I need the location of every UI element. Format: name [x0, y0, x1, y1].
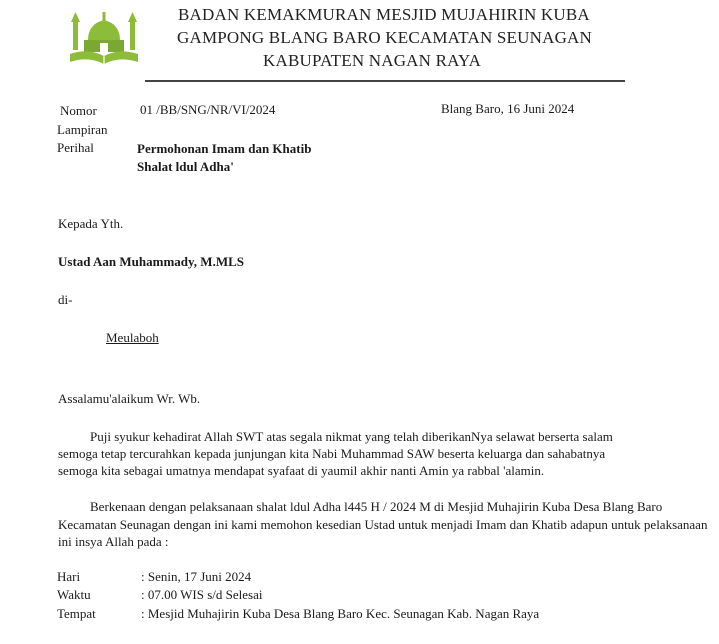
paragraph-1-line-2: semoga tetap tercurahkan kepada junjungan kita Nabi Muhammad SAW beserta keluarga dan sahabatnya: [58, 446, 606, 461]
waktu-value: : 07.00 WIS s/d Selesai: [141, 587, 263, 602]
tempat-value: : Mesjid Muhajirin Kuba Desa Blang Baro Kec. Seunagan Kab. Nagan Raya: [141, 606, 540, 621]
recipient-name: Ustad Aan Muhammady, M.MLS: [58, 254, 244, 269]
nomor-label: Nomor: [60, 103, 97, 118]
recipient-city: Meulaboh: [106, 330, 159, 345]
greeting: Assalamu'alaikum Wr. Wb.: [58, 391, 201, 406]
waktu-label: Waktu: [57, 587, 91, 602]
paragraph-2-line-2: Kecamatan Seunagan dengan ini kami memohon kesedian Ustad untuk menjadi Imam dan Khatib adapun untuk pelaksanaan: [58, 517, 708, 532]
hari-label: Hari: [57, 569, 81, 584]
recipient-di: di-: [58, 292, 73, 307]
tempat-label: Tempat: [57, 606, 96, 621]
lampiran-label: Lampiran: [57, 122, 108, 137]
perihal-line-1: Permohonan Imam dan Khatib: [137, 141, 312, 156]
nomor-value: 01 /BB/SNG/NR/VI/2024: [140, 102, 276, 117]
header-line-2: GAMPONG BLANG BARO KECAMATAN SEUNAGAN: [177, 28, 593, 47]
header-divider: [145, 80, 625, 82]
place-date: Blang Baro, 16 Juni 2024: [441, 101, 575, 116]
mosque-logo-icon: [64, 8, 144, 70]
hari-value: : Senin, 17 Juni 2024: [141, 569, 252, 584]
paragraph-2-line-3: ini insya Allah pada :: [58, 534, 169, 549]
perihal-line-2: Shalat ldul Adha': [137, 159, 234, 174]
paragraph-2-line-1: Berkenaan dengan pelaksanaan shalat ldul Adha l445 H / 2024 M di Mesjid Muhajirin Kuba Desa Blang Baro: [90, 499, 663, 514]
paragraph-1-line-3: semoga kita sebagai umatnya mendapat syafaat di yaumil akhir nanti Amin ya rabbal 'alamin.: [58, 463, 545, 478]
paragraph-1-line-1: Puji syukur kehadirat Allah SWT atas segala nikmat yang telah diberikanNya selawat berserta salam: [90, 429, 613, 444]
kepada-yth: Kepada Yth.: [58, 216, 124, 231]
perihal-label: Perihal: [57, 140, 94, 155]
header-line-3: KABUPATEN NAGAN RAYA: [263, 51, 482, 70]
header-line-1: BADAN KEMAKMURAN MESJID MUJAHIRIN KUBA: [178, 5, 590, 24]
